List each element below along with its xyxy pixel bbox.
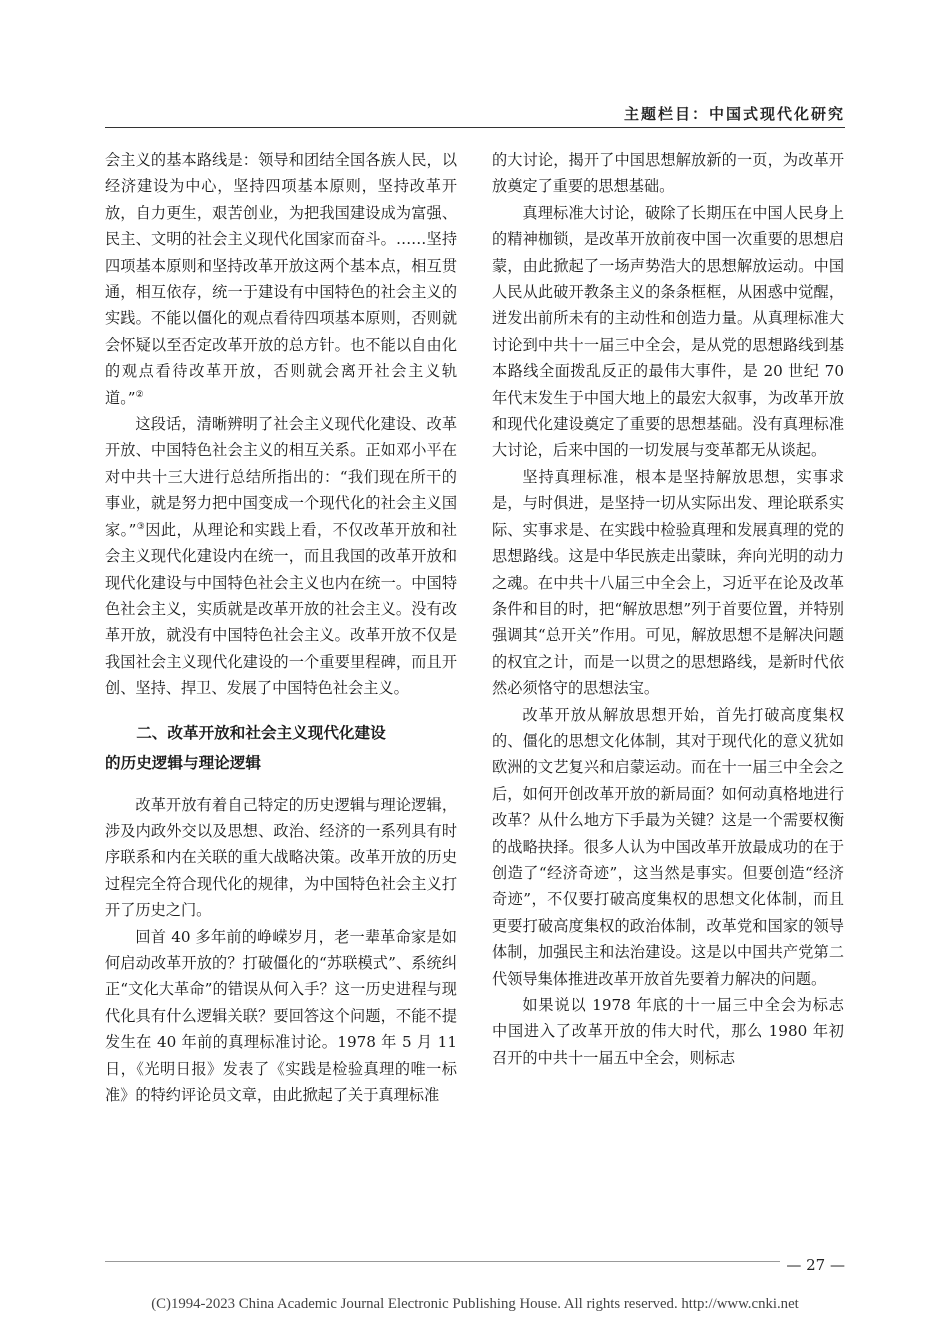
page-number: — 27 — — [780, 1256, 845, 1274]
section-heading-line2: 的历史逻辑与理论逻辑 — [105, 753, 261, 772]
footnote-ref[interactable]: ③ — [136, 521, 146, 532]
paragraph: 如果说以 1978 年底的十一届三中全会为标志中国进入了改革开放的伟大时代，那么 1980 年初召开的中共十一届五中全会，则标志 — [492, 996, 844, 1067]
section-heading-line1: 二、改革开放和社会主义现代化建设 — [136, 723, 386, 742]
paragraph: 改革开放从解放思想开始，首先打破高度集权的、僵化的思想文化体制，其对于现代化的意义犹如欧洲的文艺复兴和启蒙运动。而在十一届三中全会之后，如何开创改革开放的新局面？如何动真格地进行改革？从什么地方下手最为关键？这是一个需要权衡的战略抉择。很多人认为中国改革开放最成功的在于创造了“经济奇迹”，这当然是事实。但要创造“经济奇迹”，不仅要打破高度集权的思想文化体制，而且更要打破高度集权的政治体制，改革党和国家的领导体制，加强民主和法治建设。这是以中国共产党第二代领导集体推进改革开放首先要着力解决的问题。 — [492, 705, 844, 988]
right-column — [492, 147, 844, 1071]
copyright-notice: (C)1994-2023 China Academic Journal Electronic Publishing House. All rights reserved. http://www.cnki.net — [151, 1296, 799, 1312]
header-rule — [105, 127, 845, 128]
paragraph: 改革开放有着自己特定的历史逻辑与理论逻辑，涉及内政外交以及思想、政治、经济的一系列具有时序联系和内在关联的重大战略决策。改革开放的历史过程完全符合现代化的规律，为中国特色社会主义打开了历史之门。 — [105, 795, 457, 920]
paragraph: 坚持真理标准，根本是坚持解放思想，实事求是，与时俱进，是坚持一切从实际出发、理论联系实际、实事求是、在实践中检验真理和发展真理的党的思想路线。这是中华民族走出蒙昧，奔向光明的动力之魂。在中共十八届三中全会上，习近平在论及改革条件和目的时，把“解放思想”列于首要位置，并特别强调其“总开关”作用。可见，解放思想不是解决问题的权宜之计，而是一以贯之的思想路线，是新时代依然必须恪守的思想法宝。 — [492, 467, 844, 698]
paragraph: 回首 40 多年前的峥嵘岁月，老一辈革命家是如何启动改革开放的？打破僵化的“苏联模式”、系统纠正“文化大革命”的错误从何入手？这一历史进程与现代化具有什么逻辑关联？要回答这个问题，不能不提发生在 40 年前的真理标准讨论。1978 年 5 月 11 日，《光明日报》发表了《实践是检验真理的唯一标准》的特约评论员文章，由此掀起了关于真理标准 — [105, 927, 457, 1104]
paragraph-text: 会主义的基本路线是：领导和团结全国各族人民，以经济建设为中心，坚持四项基本原则，坚持改革开放，自力更生，艰苦创业，为把我国建设成为富强、民主、文明的社会主义现代化国家而奋斗。……坚持四项基本原则和坚持改革开放这两个基本点，相互贯通，相互依存，统一于建设有中国特色的社会主义的实践。不能以僵化的观点看待四项基本原则，否则就会怀疑以至否定改革开放的总方针。也不能以自由化的观点看待改革开放，否则就会离开社会主义轨道。” — [105, 151, 457, 407]
section-heading — [105, 718, 457, 778]
left-column — [105, 147, 457, 1108]
paragraph-text: 因此，从理论和实践上看，不仅改革开放和社会主义现代化建设内在统一，而且我国的改革开放和现代化建设与中国特色社会主义也内在统一。中国特色社会主义，实质就是改革开放的社会主义。没有改革开放，就没有中国特色社会主义。改革开放不仅是我国社会主义现代化建设的一个重要里程碑，而且开创、坚持、捍卫、发展了中国特色社会主义。 — [105, 520, 457, 698]
journal-column-header: 主题栏目：中国式现代化研究 — [623, 105, 845, 123]
footnote-ref[interactable]: ② — [135, 389, 144, 400]
paragraph: 的大讨论，揭开了中国思想解放新的一页，为改革开放奠定了重要的思想基础。 — [492, 151, 844, 196]
paragraph — [105, 411, 457, 701]
paragraph: 真理标准大讨论，破除了长期压在中国人民身上的精神枷锁，是改革开放前夜中国一次重要的思想启蒙，由此掀起了一场声势浩大的思想解放运动。中国人民从此破开教条主义的条条框框，从困惑中觉醒，迸发出前所未有的主动性和创造力量。从真理标准大讨论到中共十一届三中全会，是从党的思想路线到基本路线全面拨乱反正的最伟大事件，是 20 世纪 70 年代末发生于中国大地上的最宏大叙事，为改革开放和现代化建设奠定了重要的思想基础。没有真理标准大讨论，后来中国的一切发展与变革都无从谈起。 — [492, 203, 844, 460]
paragraph — [105, 147, 457, 411]
paragraph-text: 这段话，清晰辨明了社会主义现代化建设、改革开放、中国特色社会主义的相互关系。正如邓小平在对中共十三大进行总结所指出的：“我们现在所干的事业，就是努力把中国变成一个现代化的社会主义国家。” — [105, 415, 457, 539]
footer-rule — [105, 1261, 845, 1262]
